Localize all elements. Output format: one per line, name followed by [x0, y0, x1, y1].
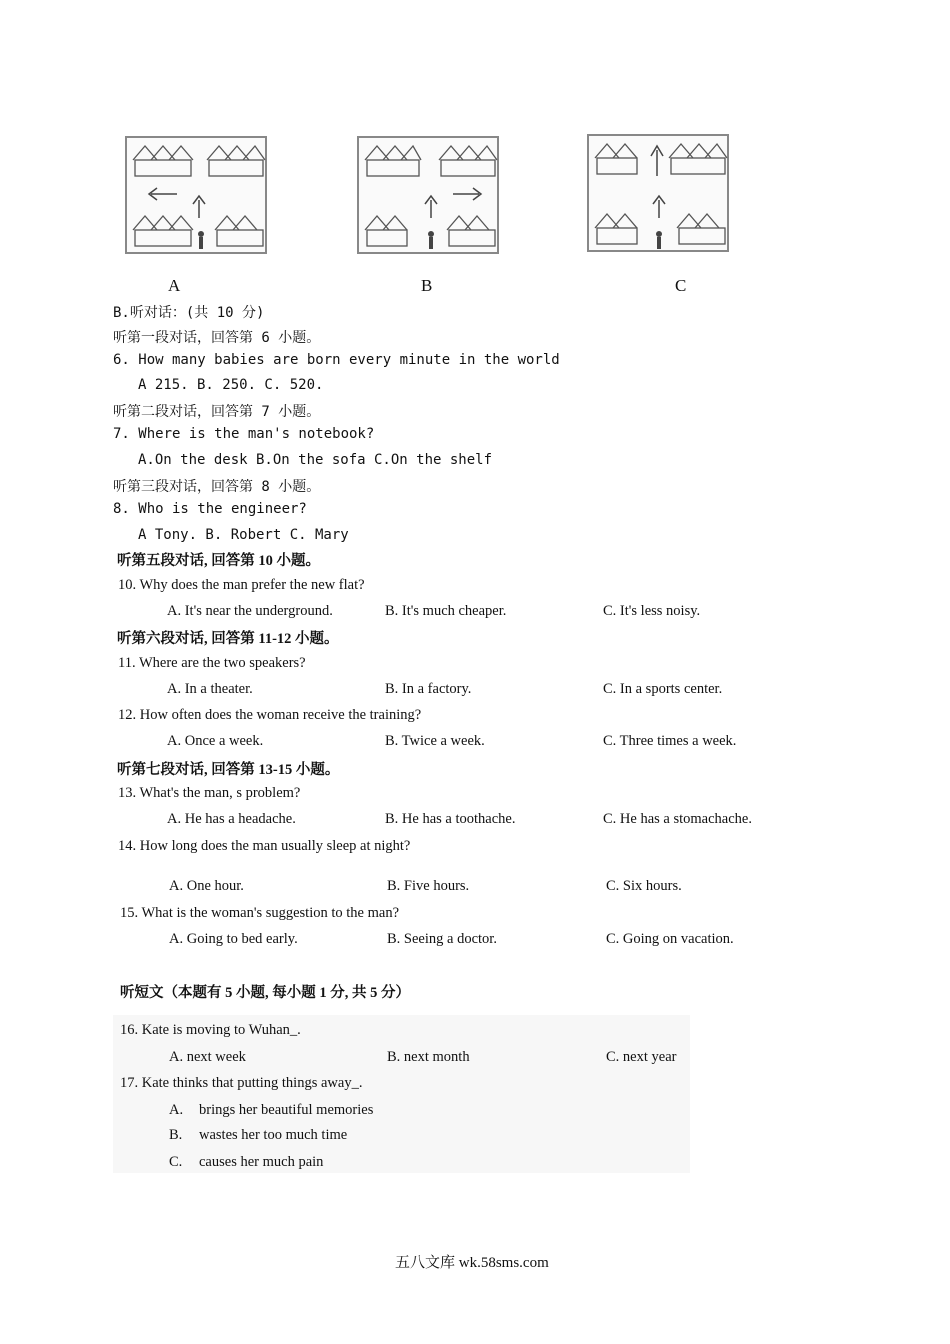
question-15-option-b: B. Seeing a doctor. [387, 931, 497, 947]
question-6-options: A 215. B. 250. C. 520. [138, 377, 324, 393]
picture-c [587, 134, 729, 252]
question-11: 11. Where are the two speakers? [118, 655, 306, 671]
question-12-option-c: C. Three times a week. [603, 733, 737, 749]
dialogue-3-intro: 听第三段对话，回答第 8 小题。 [113, 479, 321, 495]
dialogue-6-intro: 听第六段对话, 回答第 11-12 小题。 [117, 631, 339, 647]
question-8-options: A Tony. B. Robert C. Mary [138, 527, 349, 543]
question-10: 10. Why does the man prefer the new flat? [118, 577, 365, 593]
question-10-option-b: B. It's much cheaper. [385, 603, 507, 619]
section-b-heading: B.听对话：(共 10 分) [113, 305, 265, 321]
question-13-option-c: C. He has a stomachache. [603, 811, 752, 827]
question-17-option-a: brings her beautiful memories [199, 1102, 374, 1118]
question-7-options: A.On the desk B.On the sofa C.On the shelf [138, 452, 493, 468]
arrow-left-icon [149, 188, 177, 200]
question-12-option-a: A. Once a week. [167, 733, 264, 749]
footer-watermark: 五八文库 wk.58sms.com [395, 1255, 549, 1271]
question-17-option-a-letter: A. [169, 1102, 184, 1118]
picture-a-label: A [168, 276, 181, 295]
house-row-bottom-left [133, 216, 193, 246]
person-icon [198, 231, 204, 249]
question-11-option-b: B. In a factory. [385, 681, 472, 697]
house-row-bottom-left [365, 216, 407, 230]
question-11-option-c: C. In a sports center. [603, 681, 723, 697]
person-icon [428, 231, 434, 249]
question-8: 8. Who is the engineer? [113, 501, 307, 517]
question-17: 17. Kate thinks that putting things away_. [120, 1075, 363, 1091]
question-16-option-c: C. next year [606, 1049, 677, 1065]
dialogue-1-intro: 听第一段对话，回答第 6 小题。 [113, 330, 321, 346]
dialogue-2-intro: 听第二段对话，回答第 7 小题。 [113, 404, 321, 420]
dialogue-5-intro: 听第五段对话, 回答第 10 小题。 [117, 553, 320, 569]
question-15-option-c: C. Going on vacation. [606, 931, 734, 947]
question-15-option-a: A. Going to bed early. [169, 931, 298, 947]
question-10-option-a: A. It's near the underground. [167, 603, 333, 619]
house-row-top-left [595, 144, 637, 158]
question-7: 7. Where is the man's notebook? [113, 426, 375, 442]
person-icon [656, 231, 662, 249]
house-row-bottom-left [595, 214, 637, 228]
question-13-option-b: B. He has a toothache. [385, 811, 516, 827]
house-row-bottom-right [677, 214, 719, 228]
picture-b [357, 136, 499, 254]
question-17-option-b: wastes her too much time [199, 1127, 348, 1143]
question-12-option-b: B. Twice a week. [385, 733, 485, 749]
arrow-up-icon [425, 196, 437, 218]
house-row-top-left [133, 146, 193, 176]
question-17-option-b-letter: B. [169, 1127, 183, 1143]
question-14-option-a: A. One hour. [169, 878, 244, 894]
question-13: 13. What's the man, s problem? [118, 785, 301, 801]
houses-map-a [127, 138, 269, 256]
question-14-option-b: B. Five hours. [387, 878, 470, 894]
question-10-option-c: C. It's less noisy. [603, 603, 701, 619]
house-row-top-left [365, 146, 421, 160]
question-12: 12. How often does the woman receive the training? [118, 707, 422, 723]
house-row-bottom-right [447, 216, 489, 230]
question-17-option-c: causes her much pain [199, 1154, 324, 1170]
house-row-top-right [669, 144, 727, 158]
houses-map-c [589, 136, 731, 254]
house-row-bottom-right [215, 216, 263, 246]
question-13-option-a: A. He has a headache. [167, 811, 296, 827]
question-6: 6. How many babies are born every minute in the world [113, 352, 560, 368]
arrow-up-icon [193, 196, 205, 218]
question-16: 16. Kate is moving to Wuhan_. [120, 1022, 301, 1038]
question-15: 15. What is the woman's suggestion to the man? [120, 905, 400, 921]
picture-a [125, 136, 267, 254]
arrow-up-icon [653, 196, 665, 218]
house-row-top-right [207, 146, 265, 176]
question-11-option-a: A. In a theater. [167, 681, 253, 697]
question-16-option-a: A. next week [169, 1049, 246, 1065]
arrow-right-icon [453, 188, 481, 200]
question-17-option-c-letter: C. [169, 1154, 183, 1170]
passage-heading: 听短文（本题有 5 小题, 每小题 1 分, 共 5 分） [120, 985, 410, 1001]
picture-c-label: C [675, 276, 687, 295]
houses-map-b [359, 138, 501, 256]
dialogue-7-intro: 听第七段对话, 回答第 13-15 小题。 [117, 762, 340, 778]
house-row-top-right [439, 146, 497, 160]
question-14: 14. How long does the man usually sleep at night? [118, 838, 411, 854]
picture-b-label: B [421, 276, 433, 295]
arrow-up-top-icon [651, 146, 663, 176]
question-16-option-b: B. next month [387, 1049, 470, 1065]
question-14-option-c: C. Six hours. [606, 878, 682, 894]
